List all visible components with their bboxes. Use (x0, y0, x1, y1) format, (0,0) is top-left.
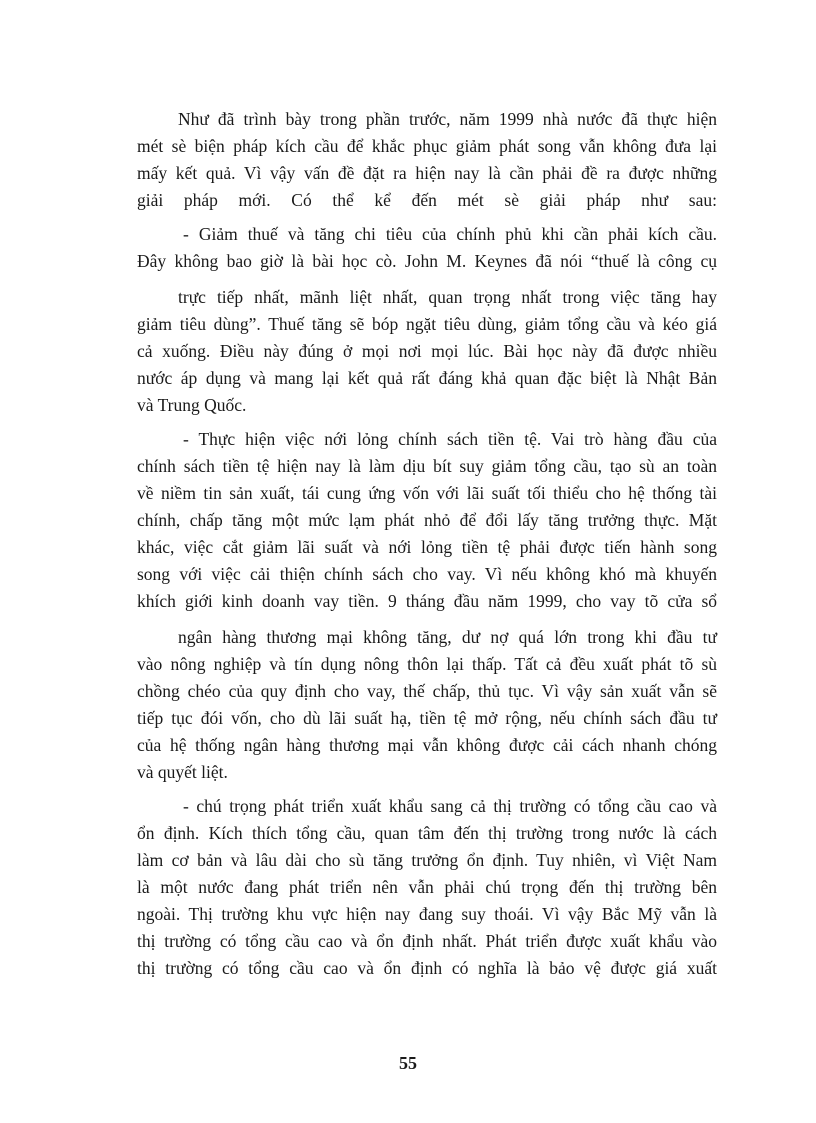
body-line: cả xuống. Điều này đúng ở mọi nơi mọi lúc. Bài học này đã được nhiều (137, 341, 717, 361)
body-line: Như đã trình bày trong phần trước, năm 1999 nhà nước đã thực hiện (178, 109, 717, 129)
body-line: và Trung Quốc. (137, 395, 247, 415)
page-number: 55 (399, 1053, 417, 1073)
body-line: khác, việc cắt giảm lãi suất và nới lỏng tiền tệ phải được tiến hành song (137, 537, 717, 557)
body-line: Đây không bao giờ là bài học cò. John M. Keynes đã nói “thuế là công cụ (137, 251, 717, 271)
body-line: - Giảm thuế và tăng chi tiêu của chính phủ khi cần phải kích cầu. (183, 224, 717, 244)
body-line: giảm tiêu dùng”. Thuế tăng sẽ bóp ngặt tiêu dùng, giảm tổng cầu và kéo giá (137, 314, 717, 334)
body-line: - Thực hiện việc nới lỏng chính sách tiền tệ. Vai trò hàng đầu của (183, 429, 717, 449)
body-line: trực tiếp nhất, mãnh liệt nhất, quan trọng nhất trong việc tăng hay (178, 287, 717, 307)
body-line: vào nông nghiệp và tín dụng nông thôn lại thấp. Tất cả đều xuất phát tõ sù (137, 654, 717, 674)
body-line: chồng chéo của quy định cho vay, thế chấp, thủ tục. Vì vậy sản xuất vẫn sẽ (137, 681, 717, 701)
body-line: mét sè biện pháp kích cầu để khắc phục giảm phát song vẫn không đưa lại (137, 136, 717, 156)
body-line: chính sách tiền tệ hiện nay là làm dịu bít suy giảm tổng cầu, tạo sù an toàn (137, 456, 717, 476)
body-line: khích giới kinh doanh vay tiền. 9 tháng đầu năm 1999, cho vay tõ cửa sổ (137, 591, 717, 611)
body-line: của hệ thống ngân hàng thương mại vẫn không được cải cách nhanh chóng (137, 735, 717, 755)
body-line: thị trường có tổng cầu cao và ổn định nhất. Phát triển được xuất khẩu vào (137, 931, 717, 951)
body-line: nước áp dụng và mang lại kết quả rất đáng khả quan đặc biệt là Nhật Bản (137, 368, 717, 388)
body-line: song với việc cải thiện chính sách cho vay. Vì nếu không khó mà khuyến (137, 564, 717, 584)
body-line: mấy kết quả. Vì vậy vấn đề đặt ra hiện nay là cần phải đề ra được những (137, 163, 717, 183)
body-line: làm cơ bản và lâu dài cho sù tăng trưởng ổn định. Tuy nhiên, vì Việt Nam (137, 850, 717, 870)
body-line: ổn định. Kích thích tổng cầu, quan tâm đến thị trường trong nước là cách (137, 823, 717, 843)
body-line: và quyết liệt. (137, 762, 228, 782)
body-line: giải pháp mới. Có thể kể đến mét sè giải pháp như sau: (137, 190, 717, 210)
body-line: là một nước đang phát triển nên vẫn phải chú trọng đến thị trường bên (137, 877, 717, 897)
body-line: chính, chấp tăng một mức lạm phát nhỏ để đổi lấy tăng trưởng thực. Mặt (137, 510, 717, 530)
body-line: thị trường có tổng cầu cao và ổn định có nghĩa là bảo vệ được giá xuất (137, 958, 717, 978)
body-line: tiếp tục đói vốn, cho dù lãi suất hạ, tiền tệ mở rộng, nếu chính sách đầu tư (137, 708, 717, 728)
body-line: ngân hàng thương mại không tăng, dư nợ quá lớn trong khi đầu tư (178, 627, 717, 647)
body-line: - chú trọng phát triển xuất khẩu sang cả thị trường có tổng cầu cao và (183, 796, 717, 816)
body-line: về niềm tin sản xuất, tái cung ứng vốn với lãi suất tối thiểu cho hệ thống tài (137, 483, 717, 503)
body-line: ngoài. Thị trường khu vực hiện nay đang suy thoái. Vì vậy Bắc Mỹ vẫn là (137, 904, 717, 924)
